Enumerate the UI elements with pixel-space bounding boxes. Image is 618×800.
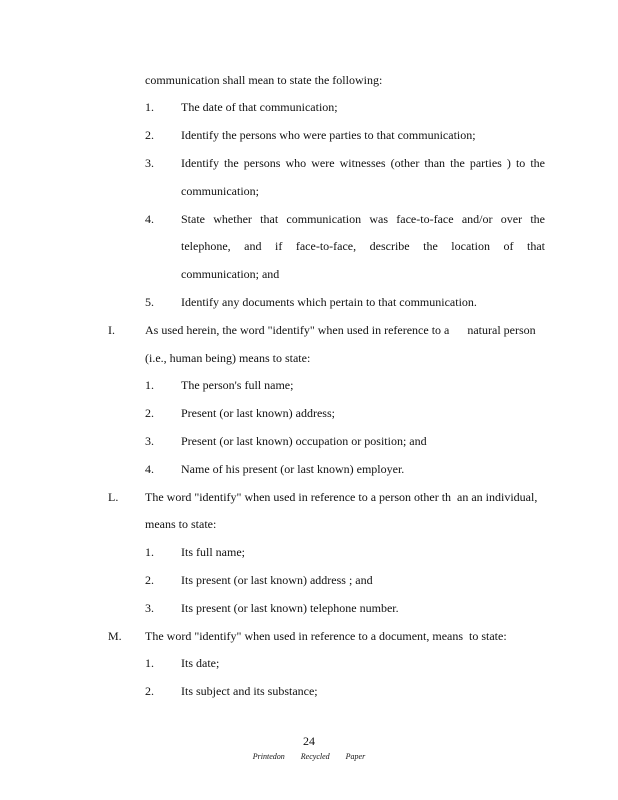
item-text: Its present (or last known) telephone number. [181, 601, 399, 615]
section-text: The word "identify" when used in reference to a document, means to state: [145, 629, 507, 643]
item-text: communication; and [181, 267, 280, 281]
item-number: 4. [145, 462, 154, 476]
item-number: 2. [145, 573, 154, 587]
item-text: Present (or last known) address; [181, 406, 335, 420]
item-text: Identify the persons who were witnesses (other than the parties ) to the [181, 156, 545, 170]
item-number: 2. [145, 128, 154, 142]
item-text: Identify the persons who were parties to that communication; [181, 128, 476, 142]
item-text: Present (or last known) occupation or position; and [181, 434, 427, 448]
footer-paper: Paper [345, 752, 366, 761]
item-text: Its present (or last known) address ; and [181, 573, 373, 587]
item-text: communication; [181, 184, 259, 198]
footer-recycled-note [0, 752, 618, 761]
item-text: Identify any documents which pertain to that communication. [181, 295, 477, 309]
section-text: (i.e., human being) means to state: [145, 351, 311, 365]
item-number: 1. [145, 378, 154, 392]
section-letter: M. [108, 629, 122, 643]
footer-printed: Printedon [252, 752, 285, 761]
item-text: State whether that communication was face-to-face and/or over the [181, 212, 545, 226]
item-text: The date of that communication; [181, 100, 338, 114]
item-number: 3. [145, 156, 154, 170]
intro-text: communication shall mean to state the following: [145, 73, 383, 87]
section-text: The word "identify" when used in reference to a person other th an an individual, [145, 490, 538, 504]
item-number: 2. [145, 406, 154, 420]
section-letter: I. [108, 323, 115, 337]
section-text: As used herein, the word "identify" when used in reference to a natural person [145, 323, 536, 337]
item-text: Its subject and its substance; [181, 684, 318, 698]
footer-recycled: Recycled [300, 752, 330, 761]
page-number: 24 [303, 734, 315, 748]
section-text: means to state: [145, 517, 217, 531]
item-number: 2. [145, 684, 154, 698]
item-number: 3. [145, 434, 154, 448]
item-number: 3. [145, 601, 154, 615]
item-text: Its date; [181, 656, 220, 670]
item-number: 5. [145, 295, 154, 309]
item-text: Its full name; [181, 545, 245, 559]
item-number: 1. [145, 656, 154, 670]
section-letter: L. [108, 490, 119, 504]
item-number: 4. [145, 212, 154, 226]
item-number: 1. [145, 100, 154, 114]
item-number: 1. [145, 545, 154, 559]
item-text: The person's full name; [181, 378, 294, 392]
item-text: Name of his present (or last known) employer. [181, 462, 405, 476]
item-text: telephone, and if face-to-face, describe the location of that [181, 239, 545, 253]
